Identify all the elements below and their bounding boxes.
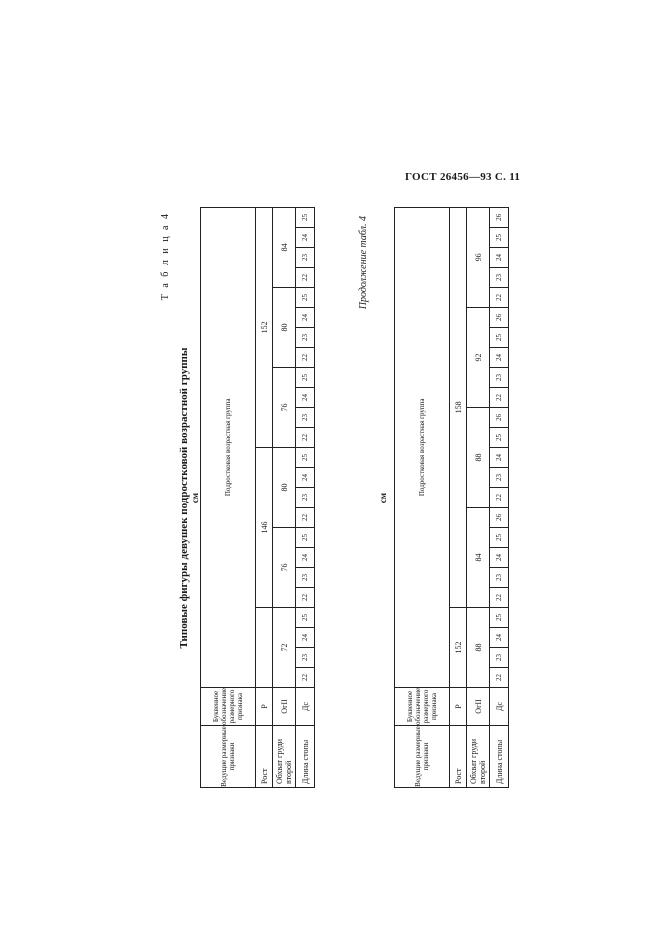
table-row — [450, 207, 467, 787]
row-name-height: Рост — [256, 726, 273, 788]
table-row — [296, 207, 315, 787]
height-cell: 146 — [256, 448, 273, 608]
row-name-height: Рост — [450, 726, 467, 788]
foot-cell: 25 — [490, 428, 509, 448]
foot-cell: 24 — [490, 348, 509, 368]
foot-cell: 24 — [296, 468, 315, 488]
foot-cell: 25 — [490, 328, 509, 348]
table4 — [200, 207, 315, 788]
table4-title: Типовые фигуры девушек подростковой возрастной группы — [178, 347, 190, 649]
foot-cell: 25 — [296, 368, 315, 388]
row-symbol-foot: Дс — [490, 688, 509, 726]
chest-cell: 96 — [467, 207, 490, 307]
foot-cell: 25 — [296, 608, 315, 628]
table4-cont-units: см — [378, 492, 388, 504]
height-cell: 158 — [450, 207, 467, 607]
foot-cell: 22 — [490, 288, 509, 308]
row-symbol-chest: ОгII — [467, 688, 490, 726]
foot-cell: 23 — [490, 648, 509, 668]
feature-column-header: Ведущие размерные признаки — [395, 726, 450, 788]
foot-cell: 25 — [296, 207, 315, 227]
foot-cell: 26 — [490, 207, 509, 227]
chest-cell: 72 — [273, 608, 296, 688]
row-symbol-height: Р — [450, 688, 467, 726]
foot-cell: 23 — [296, 568, 315, 588]
foot-cell: 23 — [490, 568, 509, 588]
row-symbol-foot: Дс — [296, 688, 315, 726]
foot-cell: 23 — [296, 408, 315, 428]
height-cell — [256, 608, 273, 688]
row-name-chest: Обхват груди второй — [273, 726, 296, 788]
foot-cell: 24 — [296, 548, 315, 568]
table4-cont-block — [358, 208, 509, 788]
foot-cell: 25 — [490, 228, 509, 248]
foot-cell: 23 — [490, 468, 509, 488]
table-header-row — [201, 207, 256, 787]
foot-cell: 22 — [490, 388, 509, 408]
foot-cell: 22 — [296, 428, 315, 448]
row-symbol-height: Р — [256, 688, 273, 726]
chest-cell: 80 — [273, 288, 296, 368]
table-row — [256, 207, 273, 787]
foot-cell: 23 — [490, 268, 509, 288]
row-name-chest: Обхват груди второй — [467, 726, 490, 788]
foot-cell: 24 — [490, 248, 509, 268]
chest-cell: 80 — [273, 448, 296, 528]
height-cell: 152 — [450, 608, 467, 688]
foot-cell: 22 — [296, 588, 315, 608]
foot-cell: 25 — [296, 448, 315, 468]
foot-cell: 25 — [296, 528, 315, 548]
chest-cell: 84 — [273, 207, 296, 287]
chest-cell: 92 — [467, 308, 490, 408]
group-column-header: Подростковая возрастная группа — [201, 207, 256, 687]
table-row — [467, 207, 490, 787]
table-header-row — [395, 207, 450, 787]
foot-cell: 25 — [490, 528, 509, 548]
foot-cell: 25 — [490, 608, 509, 628]
table-row — [490, 207, 509, 787]
symbol-column-header: Буквенное обозначение размерного признака — [395, 688, 450, 726]
table4-cont-label: Продолжение табл. 4 — [358, 216, 369, 310]
foot-cell: 24 — [296, 308, 315, 328]
chest-cell: 84 — [467, 508, 490, 608]
symbol-column-header: Буквенное обозначение размерного признака — [201, 688, 256, 726]
table4-label: Т а б л и ц а 4 — [160, 212, 171, 301]
table4-cont — [394, 207, 509, 788]
foot-cell: 24 — [296, 388, 315, 408]
row-name-foot: Длина стопы — [490, 726, 509, 788]
chest-cell: 88 — [467, 408, 490, 508]
height-cell: 152 — [256, 207, 273, 447]
table-row — [273, 207, 296, 787]
foot-cell: 22 — [296, 348, 315, 368]
row-name-foot: Длина стопы — [296, 726, 315, 788]
foot-cell: 23 — [490, 368, 509, 388]
foot-cell: 24 — [296, 628, 315, 648]
foot-cell: 23 — [296, 248, 315, 268]
page-header: ГОСТ 26456—93 С. 11 — [405, 171, 521, 183]
foot-cell: 23 — [296, 488, 315, 508]
foot-cell: 24 — [490, 448, 509, 468]
foot-cell: 22 — [490, 668, 509, 688]
chest-cell: 76 — [273, 368, 296, 448]
table4-block — [160, 208, 315, 788]
foot-cell: 26 — [490, 508, 509, 528]
foot-cell: 23 — [296, 328, 315, 348]
foot-cell: 22 — [490, 488, 509, 508]
foot-cell: 24 — [490, 548, 509, 568]
table4-units: см — [190, 492, 200, 504]
chest-cell: 88 — [467, 608, 490, 688]
foot-cell: 22 — [296, 508, 315, 528]
foot-cell: 22 — [296, 268, 315, 288]
foot-cell: 26 — [490, 408, 509, 428]
row-symbol-chest: ОгII — [273, 688, 296, 726]
foot-cell: 23 — [296, 648, 315, 668]
foot-cell: 24 — [490, 628, 509, 648]
feature-column-header: Ведущие размерные признаки — [201, 726, 256, 788]
foot-cell: 24 — [296, 228, 315, 248]
chest-cell: 76 — [273, 528, 296, 608]
foot-cell: 22 — [490, 588, 509, 608]
foot-cell: 25 — [296, 288, 315, 308]
foot-cell: 26 — [490, 308, 509, 328]
group-column-header: Подростковая возрастная группа — [395, 207, 450, 687]
foot-cell: 22 — [296, 668, 315, 688]
